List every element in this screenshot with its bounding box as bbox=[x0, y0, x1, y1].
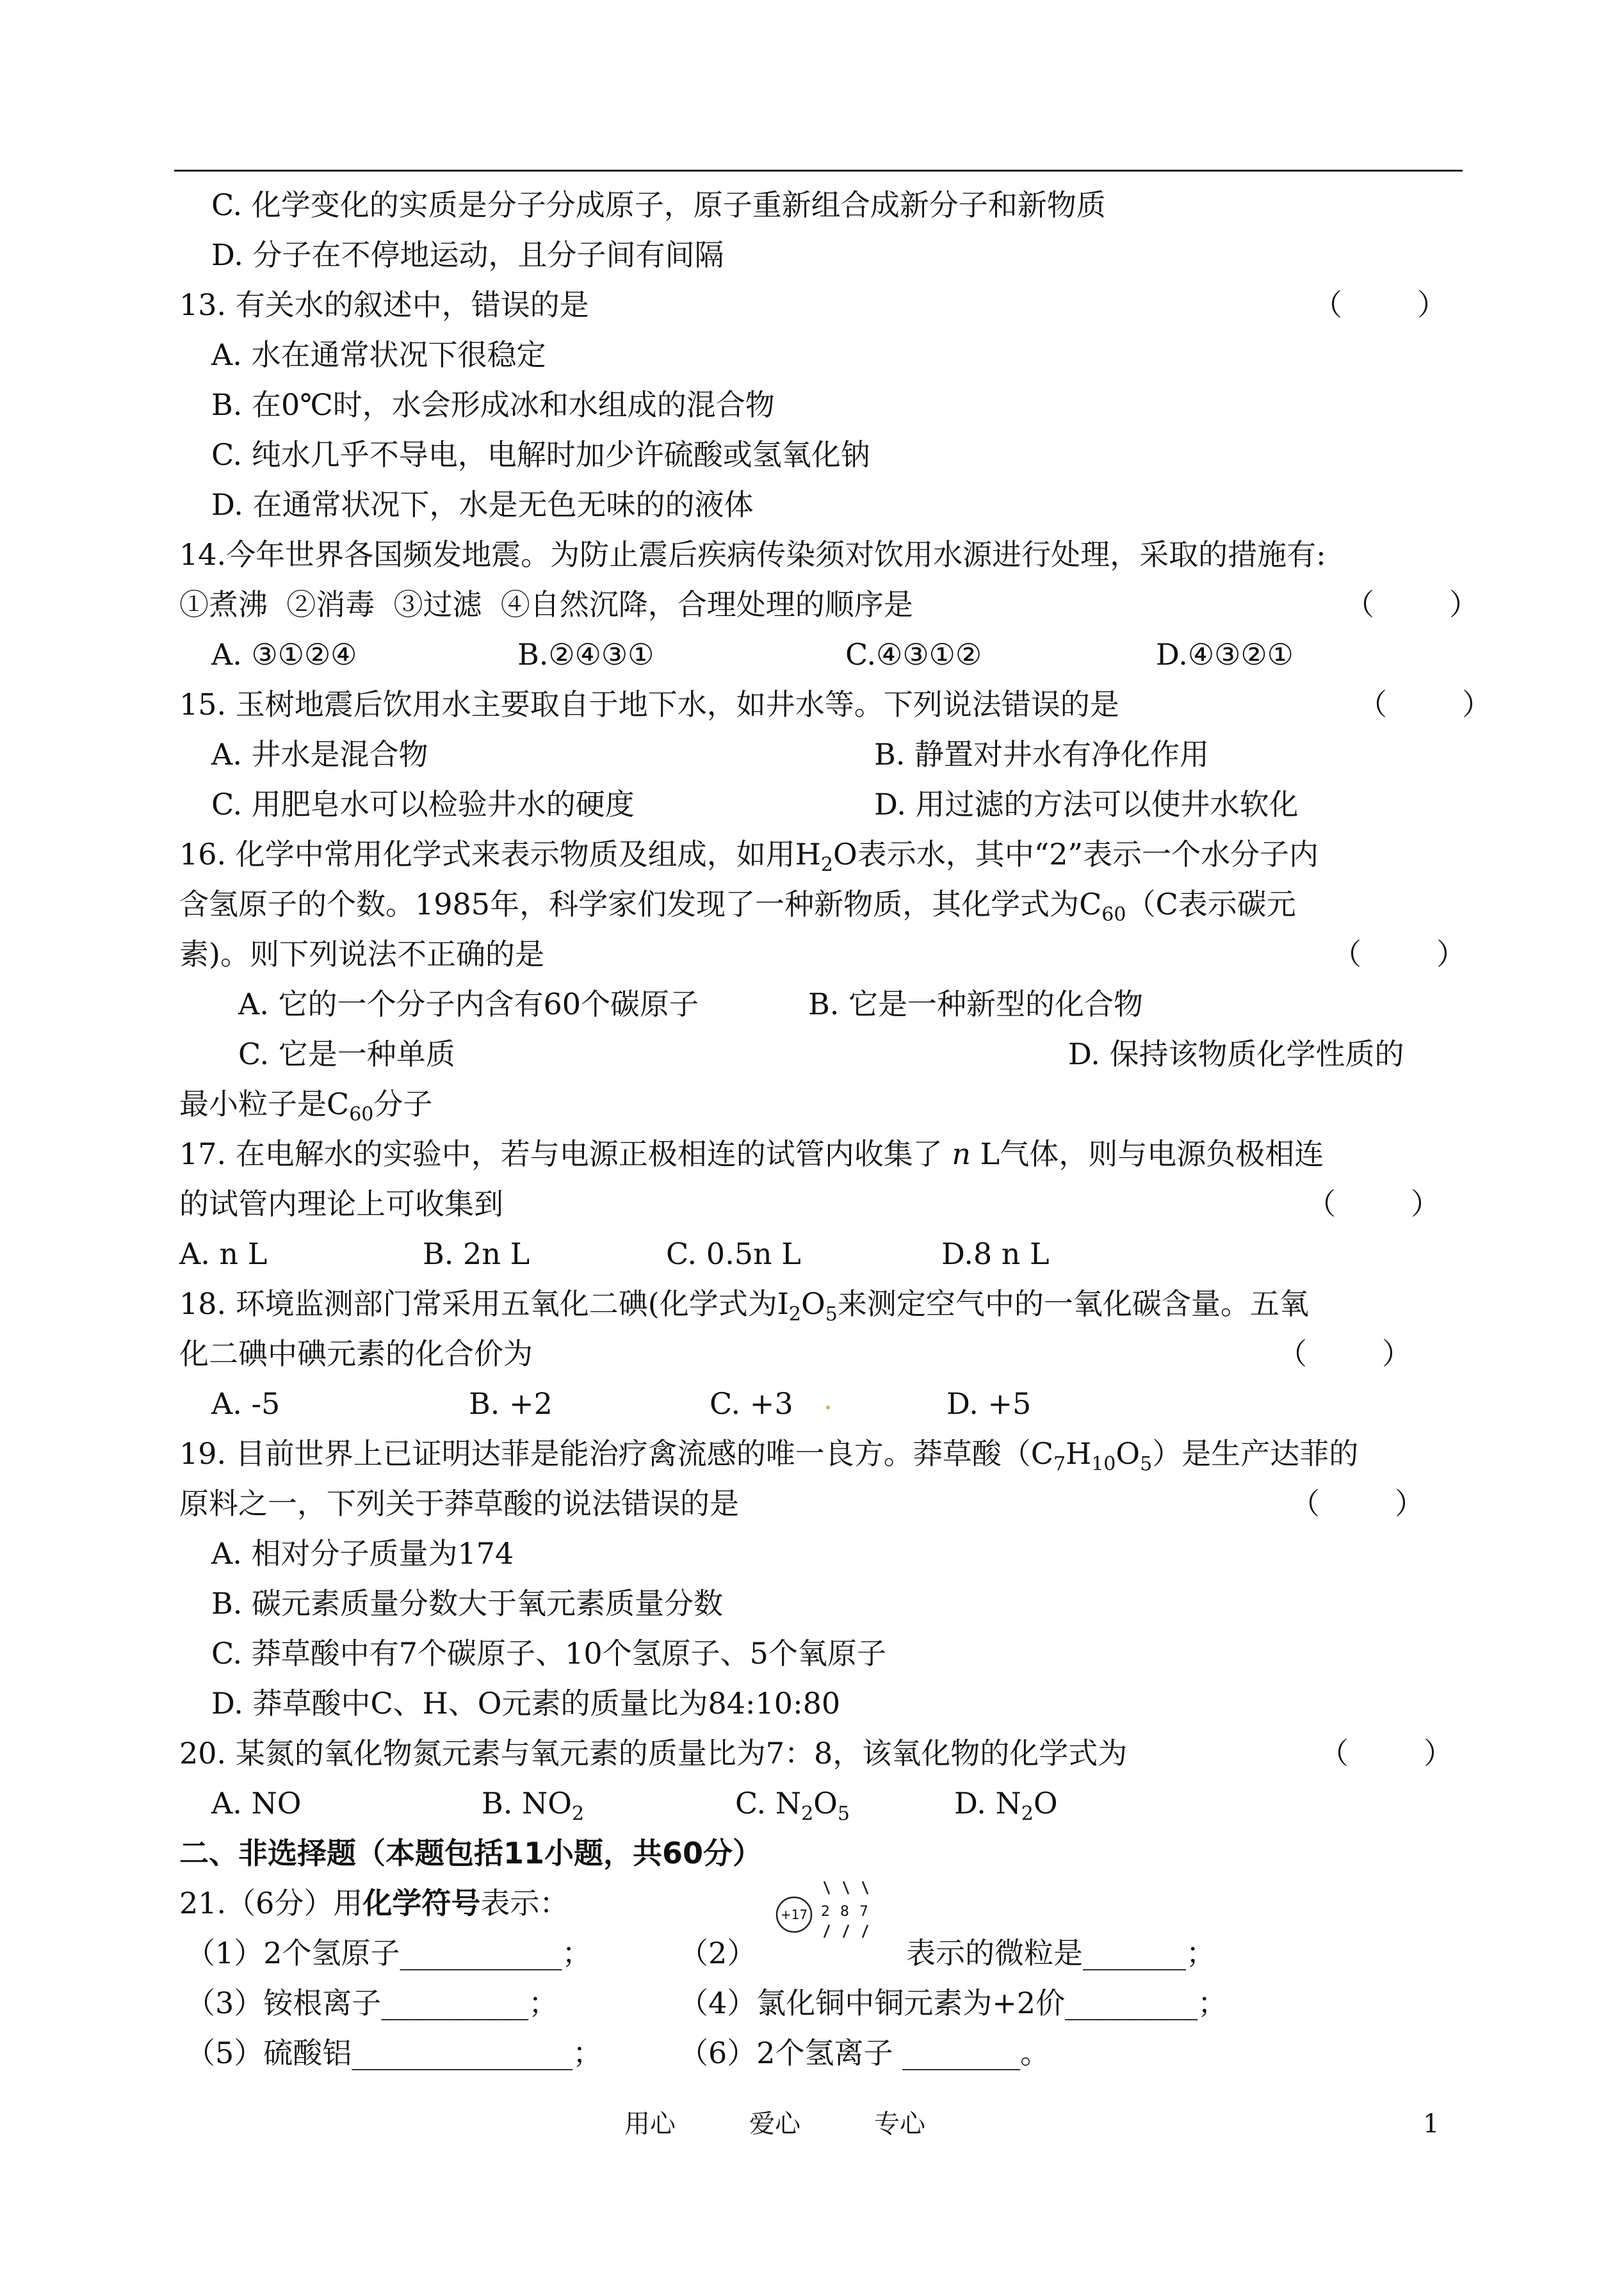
q14-option-b: B.②④③① bbox=[517, 637, 654, 672]
q18-option-a: A. -5 bbox=[211, 1386, 280, 1421]
q16-stem-1: 16. 化学中常用化学式来表示物质及组成，如用$H_2O$表示水，其中“2”表示一个水分子内 bbox=[179, 837, 1319, 876]
q13-option-a: A. 水在通常状况下很稳定 bbox=[211, 337, 546, 372]
q19-option-b: B. 碳元素质量分数大于氧元素质量分数 bbox=[211, 1586, 724, 1621]
q16-stem-3: 素)。则下列说法不正确的是 bbox=[179, 937, 544, 971]
q21-part-4: （4）氯化铜中铜元素为+2价_________； bbox=[679, 1986, 1228, 2020]
q18-stem-1: 18. 环境监测部门常采用五氧化二碘(化学式为$I_2O_5$来测定空气中的一氧化碳含量。五氧 bbox=[179, 1286, 1309, 1326]
q15-option-c: C. 用肥皂水可以检验井水的硬度 bbox=[211, 787, 635, 822]
q21-part-1: （1）2个氢原子___________； bbox=[186, 1936, 592, 1970]
q21-part-3: （3）铵根离子__________； bbox=[186, 1986, 558, 2020]
q15-option-d: D. 用过滤的方法可以使井水软化 bbox=[874, 787, 1299, 822]
q21-part-2-label: （2） bbox=[679, 1936, 757, 1970]
q19-option-d: D. 莽草酸中C、H、O元素的质量比为84:10:80 bbox=[211, 1686, 841, 1721]
q17-stem-2: 的试管内理论上可收集到 bbox=[179, 1187, 503, 1221]
q14-stem-2: ①煮沸 ②消毒 ③过滤 ④自然沉降，合理处理的顺序是 bbox=[179, 587, 913, 622]
q13-stem: 13. 有关水的叙述中，错误的是 bbox=[179, 288, 589, 322]
chlorine-atom-structure-diagram bbox=[772, 1875, 887, 1958]
q14-answer-paren: （ ） bbox=[1345, 587, 1479, 622]
q16-option-a: A. 它的一个分子内含有60个碳原子 bbox=[238, 987, 699, 1021]
q14-option-d: D.④③②① bbox=[1156, 637, 1294, 672]
q13-option-c: C. 纯水几乎不导电，电解时加少许硫酸或氢氧化钠 bbox=[211, 437, 870, 472]
q15-answer-paren: （ ） bbox=[1358, 687, 1491, 722]
q19-stem-1: 19. 目前世界上已证明达菲是能治疗禽流感的唯一良方。莽草酸$(C_7H_{10}O_5)$是生产达菲的 bbox=[179, 1436, 1359, 1475]
footer-mid: 爱心 bbox=[749, 2109, 800, 2139]
q16-option-b: B. 它是一种新型的化合物 bbox=[808, 987, 1144, 1021]
atom-nucleus-charge: +17 bbox=[780, 1907, 808, 1922]
q21-stem: 21.（6分）用化学符号表示： bbox=[179, 1886, 569, 1920]
q13-option-b: B. 在0℃时，水会形成冰和水组成的混合物 bbox=[211, 387, 775, 422]
q21-part-6: （6）2个氢离子 ________。 bbox=[679, 2036, 1050, 2070]
q15-option-a: A. 井水是混合物 bbox=[211, 737, 428, 772]
q18-option-b: B. +2 bbox=[469, 1386, 553, 1421]
q21-part-5: （5）硫酸铝_______________； bbox=[186, 2036, 603, 2070]
q20-answer-paren: （ ） bbox=[1319, 1736, 1453, 1771]
q19-answer-paren: （ ） bbox=[1290, 1486, 1424, 1521]
q20-option-d: D. $N_2O$ bbox=[954, 1786, 1058, 1825]
electron-shell-count-2: 8 bbox=[840, 1904, 849, 1920]
q20-option-b: B. $NO_2$ bbox=[482, 1786, 585, 1825]
q17-answer-paren: （ ） bbox=[1306, 1187, 1440, 1221]
q18-option-c: C. +3 bbox=[710, 1386, 793, 1421]
q19-stem-2: 原料之一，下列关于莽草酸的说法错误的是 bbox=[179, 1486, 739, 1521]
q16-stem-2: 含氢原子的个数。1985年，科学家们发现了一种新物质，其化学式为$C_{60}(C$表示碳元 bbox=[179, 887, 1296, 926]
q14-option-c: C.④③①② bbox=[845, 637, 982, 672]
q21-part-2: 表示的微粒是_______； bbox=[906, 1936, 1215, 1970]
q13-answer-paren: （ ） bbox=[1313, 288, 1447, 322]
q17-option-b: B. 2n L bbox=[423, 1237, 530, 1271]
q17-option-d: D.8 n L bbox=[941, 1237, 1050, 1271]
q13-option-d: D. 在通常状况下，水是无色无味的的液体 bbox=[211, 487, 754, 522]
q19-option-c: C. 莽草酸中有7个碳原子、10个氢原子、5个氧原子 bbox=[211, 1636, 886, 1671]
q20-option-c: C. $N_2O_5$ bbox=[735, 1786, 850, 1825]
q14-option-a: A. ③①②④ bbox=[211, 637, 357, 672]
page-number: 1 bbox=[1423, 2109, 1440, 2139]
electron-shell-count-1: 2 bbox=[821, 1904, 830, 1920]
q18-stem-2: 化二碘中碘元素的化合价为 bbox=[179, 1336, 533, 1371]
q17-option-c: C. 0.5n L bbox=[666, 1237, 801, 1271]
q17-stem-1: 17. 在电解水的实验中，若与电源正极相连的试管内收集了 n L气体，则与电源负极相连 bbox=[179, 1137, 1324, 1171]
stray-dot bbox=[826, 1406, 830, 1409]
q16-option-d-cont: 最小粒子是$C_{60}$分子 bbox=[179, 1087, 433, 1126]
q17-option-a: A. n L bbox=[179, 1237, 268, 1271]
q15-option-b: B. 静置对井水有净化作用 bbox=[874, 737, 1210, 772]
q18-option-d: D. +5 bbox=[946, 1386, 1032, 1421]
footer-left: 用心 bbox=[624, 2109, 676, 2139]
q16-answer-paren: （ ） bbox=[1332, 937, 1466, 971]
electron-shell-count-3: 7 bbox=[859, 1904, 868, 1920]
footer-right: 专心 bbox=[874, 2109, 925, 2139]
header-rule bbox=[174, 170, 1463, 172]
q20-option-a: A. NO bbox=[211, 1786, 302, 1821]
q16-option-c: C. 它是一种单质 bbox=[238, 1037, 455, 1071]
q15-stem: 15. 玉树地震后饮用水主要取自于地下水，如井水等。下列说法错误的是 bbox=[179, 687, 1119, 722]
q14-stem: 14.今年世界各国频发地震。为防止震后疾病传染须对饮用水源进行处理，采取的措施有: bbox=[179, 537, 1326, 572]
q12-option-d: D. 分子在不停地运动，且分子间有间隔 bbox=[211, 238, 724, 272]
section-2-heading: 二、非选择题（本题包括11小题，共60分） bbox=[179, 1836, 763, 1870]
q18-answer-paren: （ ） bbox=[1278, 1336, 1411, 1371]
q20-stem: 20. 某氮的氧化物氮元素与氧元素的质量比为7：8，该氧化物的化学式为 bbox=[179, 1736, 1128, 1771]
q12-option-c: C. 化学变化的实质是分子分成原子，原子重新组合成新分子和新物质 bbox=[211, 188, 1106, 222]
q16-option-d: D. 保持该物质化学性质的 bbox=[1068, 1037, 1404, 1071]
q19-option-a: A. 相对分子质量为174 bbox=[211, 1536, 514, 1571]
